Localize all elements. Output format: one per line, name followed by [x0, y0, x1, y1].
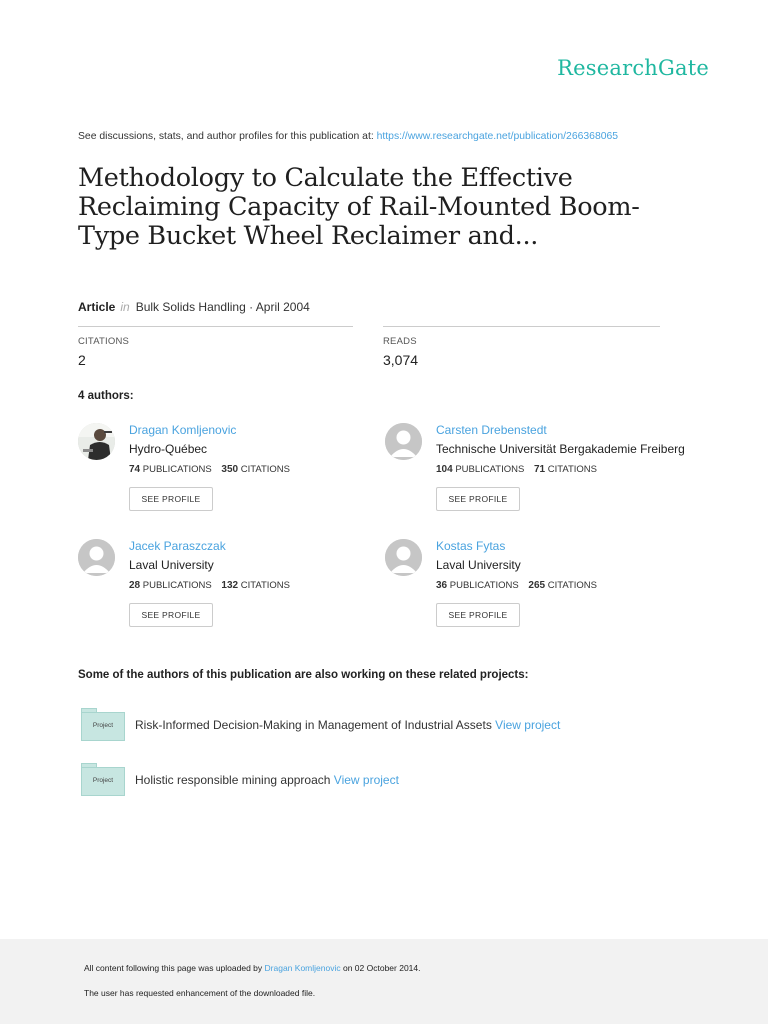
project-item: [81, 763, 681, 797]
project-text: [135, 718, 560, 732]
divider-citations: [78, 326, 353, 327]
citations-value: 2: [78, 352, 86, 368]
citations-label: CITATIONS: [547, 580, 597, 591]
publications-count: 28: [129, 580, 141, 591]
citations-count: 132: [221, 580, 239, 591]
author-card: [78, 423, 388, 533]
author-institution: Laval University: [436, 558, 521, 572]
citations-count: 71: [533, 464, 546, 475]
author-institution: Technische Universität Bergakademie Freiberg: [436, 442, 685, 456]
project-folder-icon[interactable]: [81, 763, 124, 796]
author-stats: [436, 464, 597, 475]
citations-label: CITATIONS: [240, 580, 290, 591]
see-profile-button[interactable]: SEE PROFILE: [129, 603, 213, 627]
enhancement-notice: The user has requested enhancement of the downloaded file.: [84, 988, 316, 998]
author-institution: Laval University: [129, 558, 214, 572]
uploader-link[interactable]: Dragan Komljenovic: [264, 963, 341, 973]
default-avatar-icon[interactable]: [78, 539, 115, 576]
publications-label: PUBLICATIONS: [142, 464, 212, 475]
upload-notice: [84, 963, 421, 973]
publications-label: PUBLICATIONS: [449, 580, 519, 591]
default-avatar-icon[interactable]: [385, 539, 422, 576]
author-photo[interactable]: [78, 423, 115, 460]
publication-url-link[interactable]: https://www.researchgate.net/publication/266368065: [376, 131, 619, 142]
citations-label: CITATIONS: [240, 464, 290, 475]
author-card: [78, 539, 388, 649]
related-projects-heading: Some of the authors of this publication are also working on these related projects:: [78, 669, 529, 681]
publications-count: 104: [436, 464, 453, 475]
author-institution: Hydro-Québec: [129, 442, 208, 456]
discussion-line: [78, 131, 618, 142]
project-name: Risk-Informed Decision-Making in Management of Industrial Assets: [135, 718, 492, 732]
upload-date-text: on 02 October 2014.: [342, 963, 421, 973]
see-profile-button[interactable]: SEE PROFILE: [436, 487, 520, 511]
discussion-text: See discussions, stats, and author profiles for this publication at:: [78, 131, 374, 142]
author-name-link[interactable]: Carsten Drebenstedt: [436, 423, 547, 437]
publication-type: Article: [78, 300, 116, 314]
author-stats: [129, 580, 290, 591]
author-name-link[interactable]: Dragan Komljenovic: [129, 423, 237, 437]
reads-value: 3,074: [383, 352, 419, 368]
publications-count: 74: [129, 464, 141, 475]
publications-count: 36: [436, 580, 448, 591]
author-card: [385, 539, 695, 649]
divider-reads: [383, 326, 660, 327]
default-avatar-icon[interactable]: [385, 423, 422, 460]
view-project-link[interactable]: View project: [495, 718, 561, 732]
author-stats: [129, 464, 290, 475]
author-card: [385, 423, 695, 533]
citations-count: 350: [221, 464, 239, 475]
citations-count: 265: [528, 580, 546, 591]
reads-label: READS: [383, 336, 417, 347]
upload-notice-text: All content following this page was uploaded by: [84, 963, 263, 973]
in-word: in: [120, 300, 130, 314]
citations-label: CITATIONS: [78, 336, 130, 347]
footer: [0, 939, 768, 1024]
publication-meta: [78, 300, 310, 314]
see-profile-button[interactable]: SEE PROFILE: [436, 603, 520, 627]
project-folder-icon[interactable]: [81, 708, 124, 741]
project-badge: Project: [81, 712, 125, 741]
publications-label: PUBLICATIONS: [142, 580, 212, 591]
citations-label: CITATIONS: [547, 464, 597, 475]
researchgate-logo[interactable]: ResearchGate: [557, 56, 709, 80]
project-item: [81, 708, 681, 742]
publication-title: Methodology to Calculate the Effective Reclaiming Capacity of Rail-Mounted Boom-Type Bucket Wheel Reclaimer and...: [78, 163, 640, 251]
project-text: [135, 773, 399, 787]
project-badge: Project: [81, 767, 125, 796]
see-profile-button[interactable]: SEE PROFILE: [129, 487, 213, 511]
view-project-link[interactable]: View project: [333, 773, 399, 787]
publication-venue: Bulk Solids Handling · April 2004: [135, 300, 310, 314]
author-name-link[interactable]: Kostas Fytas: [436, 539, 506, 553]
authors-heading: 4 authors:: [78, 390, 134, 402]
author-stats: [436, 580, 597, 591]
publications-label: PUBLICATIONS: [455, 464, 525, 475]
author-name-link[interactable]: Jacek Paraszczak: [129, 539, 226, 553]
project-name: Holistic responsible mining approach: [135, 773, 331, 787]
